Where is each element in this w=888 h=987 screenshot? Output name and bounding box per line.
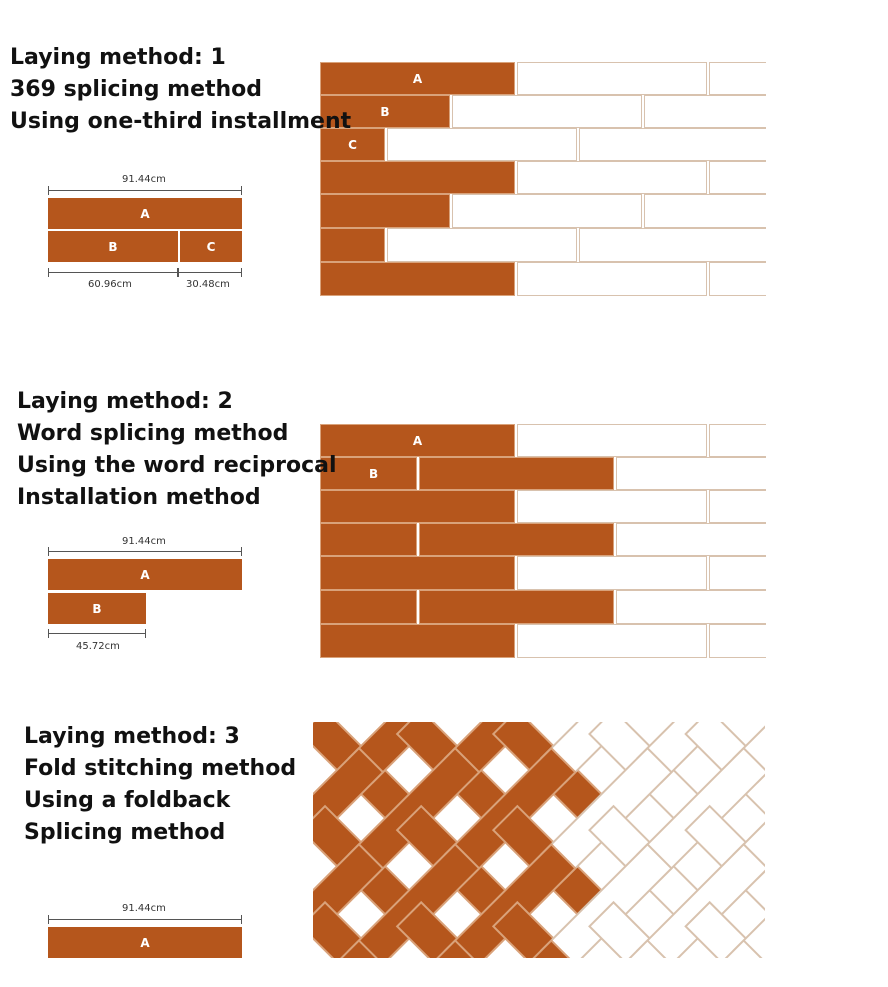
dimension-line-total: [48, 919, 242, 920]
legend-plank-a: A: [48, 198, 242, 229]
dimension-label-left: 60.96cm: [88, 279, 132, 290]
floor-plank-b: B: [320, 95, 450, 128]
method-2-description-2: Installation method: [17, 485, 261, 510]
dimension-label-half: 45.72cm: [76, 641, 120, 652]
method-2-heading: [17, 386, 337, 514]
method-1-title: Laying method: 1: [10, 45, 226, 70]
method-3-description: Using a foldback: [24, 788, 231, 813]
method-1-description: Using one-third installment: [10, 109, 352, 134]
dimension-label-total: 91.44cm: [122, 174, 166, 185]
dimension-label-total: 91.44cm: [122, 536, 166, 547]
method-3-heading: [24, 721, 296, 849]
legend-plank-c: C: [180, 231, 242, 262]
legend-plank-b: B: [48, 231, 178, 262]
floor-plank-c: C: [320, 128, 385, 161]
method-3-title: Laying method: 3: [24, 724, 240, 749]
method-3-description-2: Splicing method: [24, 820, 226, 845]
method-3-subtitle: Fold stitching method: [24, 756, 297, 781]
method-2-title: Laying method: 2: [17, 389, 233, 414]
method-1-subtitle: 369 splicing method: [10, 77, 263, 102]
floor-plank-a: A: [320, 62, 515, 95]
legend-plank-b: B: [48, 593, 146, 624]
method-3-herringbone-pattern: [313, 722, 765, 958]
method-2-subtitle: Word splicing method: [17, 421, 289, 446]
legend-plank-a: A: [48, 559, 242, 590]
legend-plank-a: A: [48, 927, 242, 958]
method-2-description: Using the word reciprocal: [17, 453, 337, 478]
method-1-heading: [10, 42, 351, 138]
dimension-label-total: 91.44cm: [122, 903, 166, 914]
floor-plank-b: B: [320, 457, 417, 490]
floor-plank-a: A: [320, 424, 515, 457]
dimension-label-right: 30.48cm: [186, 279, 230, 290]
